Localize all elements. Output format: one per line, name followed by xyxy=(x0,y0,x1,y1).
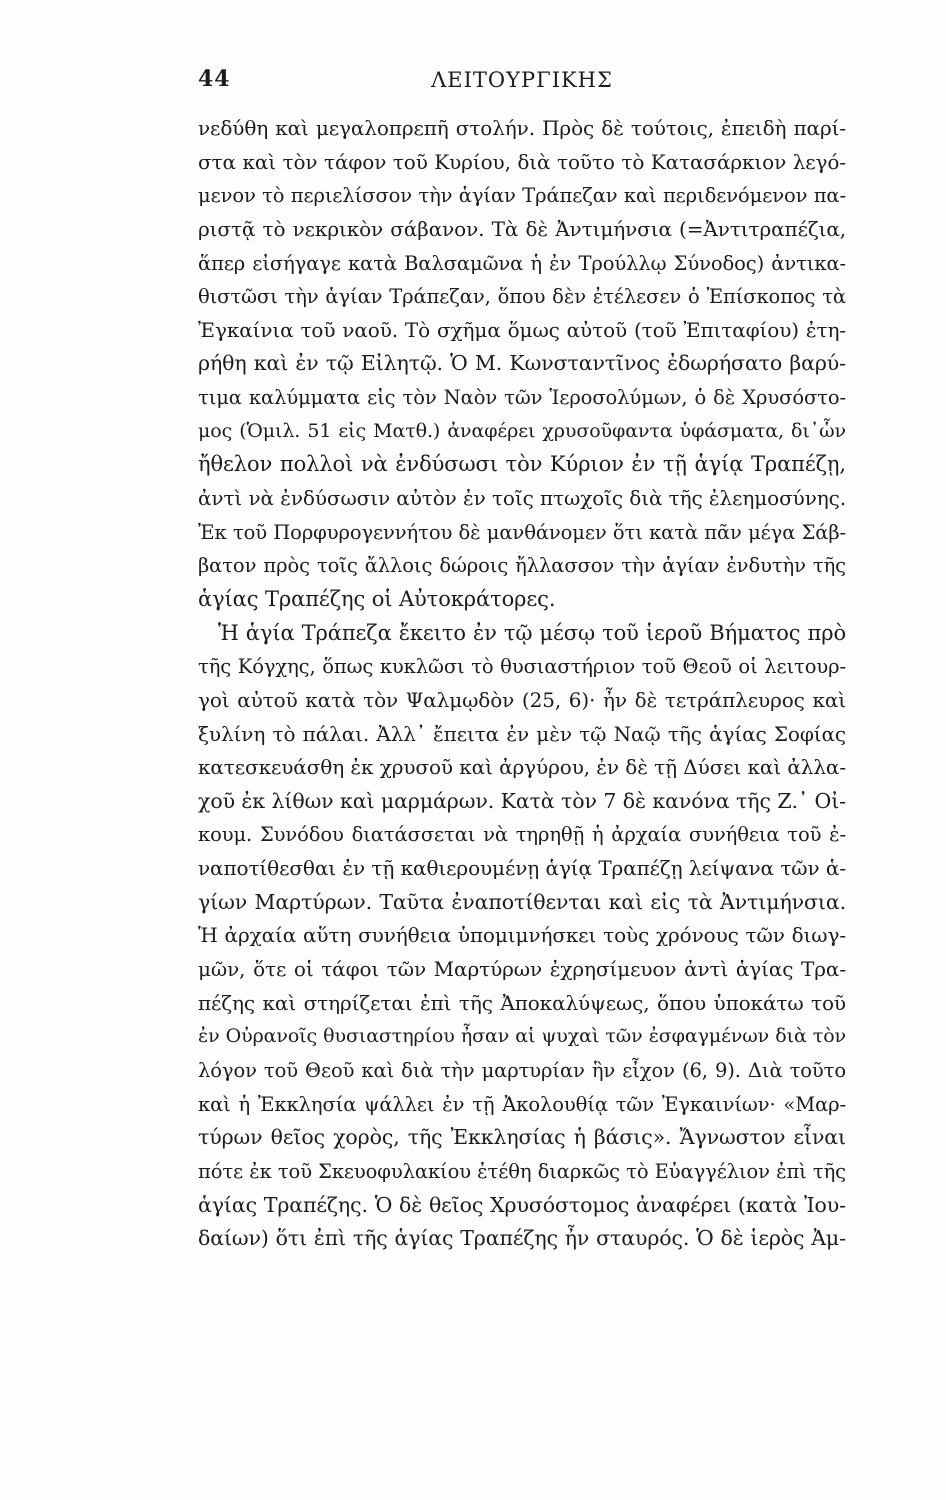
text-line: κουμ. Συνόδου διατάσσεται νὰ τηρηθῇ ἡ ἀρχαία συνήθεια τοῦ ἐ- xyxy=(198,823,846,847)
text-line: πέζης καὶ στηρίζεται ἐπὶ τῆς Ἀποκαλύψεως, ὅπου ὑποκάτω τοῦ xyxy=(198,990,846,1015)
text-line: μενον τὸ περιελίσσον τὴν ἁγίαν Τράπεζαν καὶ περιδενόμενον πα- xyxy=(198,184,846,208)
text-line: καὶ ἡ Ἐκκλησία ψάλλει ἐν τῇ Ἀκολουθίᾳ τῶν Ἐγκαινίων· «Μαρ- xyxy=(198,1092,846,1116)
text-line: κατεσκευάσθη ἐκ χρυσοῦ καὶ ἀργύρου, ἐν δὲ τῇ Δύσει καὶ ἀλλα- xyxy=(198,755,846,780)
text-line: θιστῶσι τὴν ἁγίαν Τράπεζαν, ὅπου δὲν ἐτέλεσεν ὁ Ἐπίσκοπος τὰ xyxy=(198,285,846,309)
text-line: ξυλίνη τὸ πάλαι. Ἀλλ᾿ ἔπειτα ἐν μὲν τῷ Ναῷ τῆς ἁγίας Σοφίας xyxy=(198,721,846,746)
text-line: πότε ἐκ τοῦ Σκευοφυλακίου ἐτέθη διαρκῶς τὸ Εὐαγγέλιον ἐπὶ τῆς xyxy=(198,1159,846,1183)
text-line: ρήθη καὶ ἐν τῷ Εἰλητῷ. Ὁ Μ. Κωνσταντῖνος ἐδωρήσατο βαρύ- xyxy=(198,351,846,376)
text-line: λόγον τοῦ Θεοῦ καὶ διὰ τὴν μαρτυρίαν ἣν εἶχον (6, 9). Διὰ τοῦτο xyxy=(198,1058,846,1082)
text-line: τῆς Κόγχης, ὅπως κυκλῶσι τὸ θυσιαστήριον τοῦ Θεοῦ οἱ λειτουρ- xyxy=(198,655,846,679)
text-line: στα καὶ τὸν τάφον τοῦ Κυρίου, διὰ τοῦτο τὸ Κατασάρκιον λεγό- xyxy=(198,149,846,174)
text-line: ἤθελον πολλοὶ νὰ ἐνδύσωσι τὸν Κύριον ἐν τῇ ἁγίᾳ Τραπέζῃ, xyxy=(198,452,846,477)
text-line: μῶν, ὅτε οἱ τάφοι τῶν Μαρτύρων ἐχρησίμευον ἀντὶ ἁγίας Τρα- xyxy=(198,957,846,982)
text-line: ἁγίας Τραπέζης. Ὁ δὲ θεῖος Χρυσόστομος ἀναφέρει (κατὰ Ἰου- xyxy=(198,1192,846,1217)
text-line: γοὶ αὐτοῦ κατὰ τὸν Ψαλμῳδὸν (25, 6)· ἦν δὲ τετράπλευρος καὶ xyxy=(198,687,846,712)
body-text xyxy=(198,112,846,1256)
text-line: ἀντὶ νὰ ἐνδύσωσιν αὐτὸν ἐν τοῖς πτωχοῖς διὰ τῆς ἐλεημοσύνης. xyxy=(198,486,846,511)
page-number: 44 xyxy=(198,66,231,92)
text-line: τιμα καλύμματα εἰς τὸν Ναὸν τῶν Ἱεροσολύμων, ὁ δὲ Χρυσόστο- xyxy=(198,386,846,410)
text-line: Ἐγκαίνια τοῦ ναοῦ. Τὸ σχῆμα ὅμως αὐτοῦ (τοῦ Ἐπιταφίου) ἐτη- xyxy=(198,317,846,342)
text-line: ναποτίθεσθαι ἐν τῇ καθιερουμένῃ ἁγίᾳ Τραπέζῃ λείψανα τῶν ἁ- xyxy=(198,856,846,881)
text-line: ἁγίας Τραπέζης οἱ Αὐτοκράτορες. xyxy=(198,586,556,611)
text-line: γίων Μαρτύρων. Ταῦτα ἐναποτίθενται καὶ εἰς τὰ Ἀντιμήνσια. xyxy=(198,889,846,914)
running-head: ΛΕΙΤΟΥΡΓΙΚΗΣ xyxy=(431,68,613,92)
text-line: Ἡ ἀρχαία αὕτη συνήθεια ὑπομιμνήσκει τοὺς χρόνους τῶν διωγ- xyxy=(198,923,846,948)
text-line: Ἡ ἁγία Τράπεζα ἔκειτο ἐν τῷ μέσῳ τοῦ ἱεροῦ Βήματος πρὸ xyxy=(218,620,846,645)
text-line: Ἐκ τοῦ Πορφυρογεννήτου δὲ μανθάνομεν ὅτι κατὰ πᾶν μέγα Σάβ- xyxy=(198,520,846,544)
text-line: δαίων) ὅτι ἐπὶ τῆς ἁγίας Τραπέζης ἦν σταυρός. Ὁ δὲ ἱερὸς Ἀμ- xyxy=(198,1226,846,1251)
page-header xyxy=(198,66,846,100)
text-line: τύρων θεῖος χορὸς, τῆς Ἐκκλησίας ἡ βάσις». Ἄγνωστον εἶναι xyxy=(198,1125,846,1150)
text-line: χοῦ ἐκ λίθων καὶ μαρμάρων. Κατὰ τὸν 7 δὲ κανόνα τῆς Ζ.᾿ Οἰ- xyxy=(198,788,846,813)
text-line: ριστᾷ τὸ νεκρικὸν σάβανον. Τὰ δὲ Ἀντιμήνσια (=Ἀντιτραπέζια, xyxy=(198,216,846,241)
text-line: μος (Ὁμιλ. 51 εἰς Ματθ.) ἀναφέρει χρυσοῦφαντα ὑφάσματα, δι᾿ὧν xyxy=(198,419,846,442)
text-line: ἅπερ εἰσήγαγε κατὰ Βαλσαμῶνα ἡ ἐν Τρούλλῳ Σύνοδος) ἀντικα- xyxy=(198,251,846,275)
text-line: νεδύθη καὶ μεγαλοπρεπῆ στολήν. Πρὸς δὲ τούτοις, ἐπειδὴ παρί- xyxy=(198,116,846,140)
text-line: ἐν Οὐρανοῖς θυσιαστηρίου ἦσαν αἱ ψυχαὶ τῶν ἐσφαγμένων διὰ τὸν xyxy=(198,1025,846,1048)
text-line: βατον πρὸς τοῖς ἄλλοις δώροις ἤλλασσον τὴν ἁγίαν ἐνδυτὴν τῆς xyxy=(198,554,846,578)
